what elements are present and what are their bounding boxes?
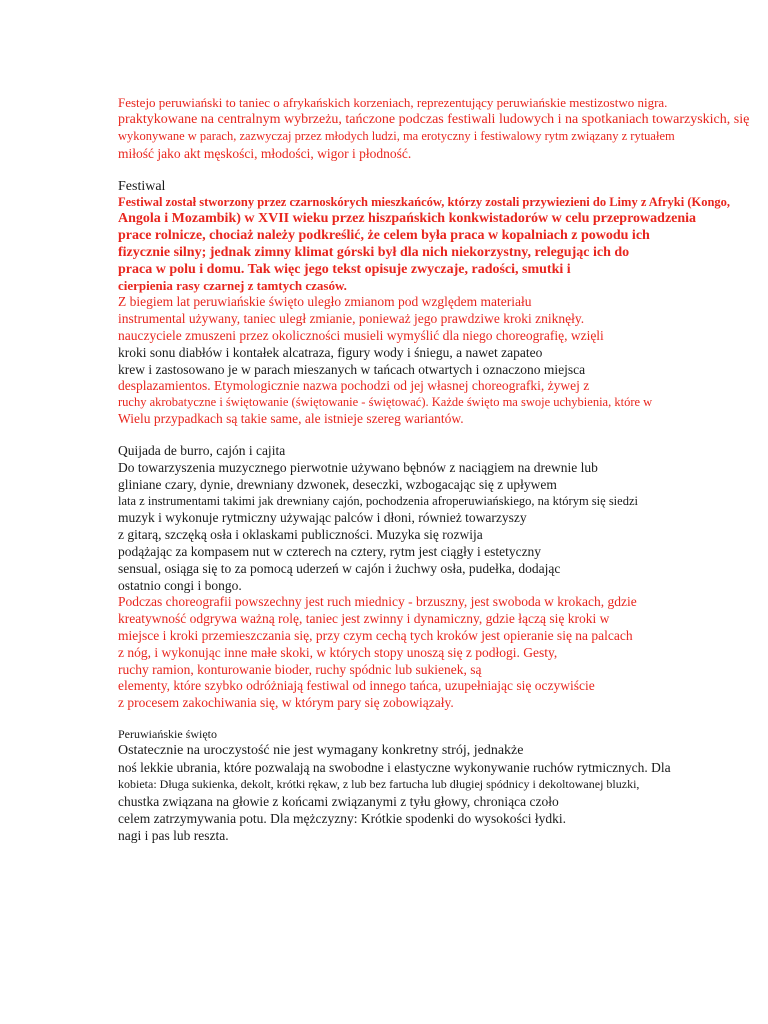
instruments-line: z gitarą, szczęką osła i oklaskami publiczności. Muzyka się rozwija (118, 527, 483, 542)
choreography-line: z procesem zakochiwania się, w którym pary się zobowiązały. (118, 695, 454, 710)
festival-body-line: instrumental używany, taniec uległ zmianie, ponieważ jego prawdziwe kroki zniknęły. (118, 311, 585, 326)
festival-body-line: ruchy akrobatyczne i świętowanie (świętowanie - świętować). Każde święto ma swoje uchybienia, które w (118, 395, 653, 409)
intro-line: miłość jako akt męskości, młodości, wigor i płodność. (118, 146, 412, 161)
choreography-line: z nóg, i wykonując inne małe skoki, w których stopy unoszą się z podłogi. Gesty, (118, 645, 558, 660)
section-heading-attire: Peruwiańskie święto (118, 727, 217, 741)
attire-line: chustka związana na głowie z końcami związanymi z tyłu głowy, chroniąca czoło (118, 794, 559, 809)
festival-body-line: krew i zastosowano je w parach mieszanych w tańcach otwartych i oznaczono miejsca (118, 362, 586, 377)
section-heading-festival: Festiwal (118, 179, 166, 194)
festival-bold-line: fizycznie silny; jednak zimny klimat górski był dla nich niekorzystny, relegując ich do (118, 245, 630, 260)
festival-bold-line: praca w polu i domu. Tak więc jego tekst opisuje zwyczaje, radości, smutki i (118, 262, 571, 277)
festival-bold-line: cierpienia rasy czarnej z tamtych czasów. (118, 278, 347, 293)
instruments-line: gliniane czary, dynie, drewniany dzwonek, deseczki, wzbogacając się z upływem (118, 477, 557, 492)
choreography-line: ruchy ramion, konturowanie bioder, ruchy spódnic lub sukienek, są (118, 662, 482, 677)
choreography-line: Podczas choreografii powszechny jest ruch miednicy - brzuszny, jest swoboda w krokach, gdzie (118, 594, 637, 609)
festival-body-line: Wielu przypadkach są takie same, ale istnieje szereg wariantów. (118, 411, 464, 426)
choreography-line: kreatywność odgrywa ważną rolę, taniec jest zwinny i dynamiczny, gdzie łączą się kroki w (118, 611, 610, 626)
attire-line: celem zatrzymywania potu. Dla mężczyzny: Krótkie spodenki do wysokości łydki. (118, 811, 566, 826)
intro-line: Festejo peruwiański to taniec o afrykańskich korzeniach, reprezentujący peruwiańskie mestizostwo nigra. (118, 95, 668, 110)
intro-line: wykonywane w parach, zazwyczaj przez młodych ludzi, ma erotyczny i festiwalowy rytm związany z rytuałem (118, 129, 675, 143)
attire-line: kobieta: Długa sukienka, dekolt, krótki rękaw, z lub bez fartucha lub długiej spódnicy i dekoltowanej bluzki, (118, 777, 640, 791)
instruments-line: Do towarzyszenia muzycznego pierwotnie używano bębnów z naciągiem na drewnie lub (118, 460, 598, 475)
intro-line: praktykowane na centralnym wybrzeżu, tańczone podczas festiwali ludowych i na spotkaniach towarzyskich, się (118, 112, 750, 127)
attire-line: Ostatecznie na uroczystość nie jest wymagany konkretny strój, jednakże (118, 743, 524, 758)
instruments-line: ostatnio congi i bongo. (118, 578, 242, 593)
instruments-line: sensual, osiąga się to za pomocą uderzeń w cajón i żuchwy osła, pudełka, dodając (118, 561, 561, 576)
instruments-line: podążając za kompasem nut w czterech na cztery, rytm jest ciągły i estetyczny (118, 544, 542, 559)
instruments-line: lata z instrumentami takimi jak drewniany cajón, pochodzenia afroperuwiańskiego, na którym się siedzi (118, 494, 638, 508)
festival-bold-line: Angola i Mozambik) w XVII wieku przez hiszpańskich konkwistadorów w celu przeprowadzenia (118, 211, 697, 226)
attire-line: noś lekkie ubrania, które pozwalają na swobodne i elastyczne wykonywanie ruchów rytmicznych. Dla (118, 760, 671, 775)
attire-line: nagi i pas lub reszta. (118, 828, 229, 843)
section-heading-instruments: Quijada de burro, cajón i cajita (118, 443, 286, 458)
instruments-line: muzyk i wykonuje rytmiczny używając palców i dłoni, również towarzyszy (118, 510, 527, 525)
festival-body-line: kroki sonu diabłów i kontałek alcatraza, figury wody i śniegu, a nawet zapateo (118, 345, 543, 360)
festival-body-line: desplazamientos. Etymologicznie nazwa pochodzi od jej własnej choreografki, żywej z (118, 378, 590, 393)
choreography-line: miejsce i kroki przemieszczania się, przy czym cechą tych kroków jest opieranie się na palcach (118, 628, 633, 643)
festival-bold-line: prace rolnicze, chociaż należy podkreślić, że celem była praca w kopalniach z powodu ich (118, 228, 650, 243)
festival-body-line: nauczyciele zmuszeni przez okoliczności musieli wymyślić dla niego choreografię, wzięli (118, 328, 604, 343)
choreography-line: elementy, które szybko odróżniają festiwal od innego tańca, uzupełniając się oczywiście (118, 678, 595, 693)
festival-body-line: Z biegiem lat peruwiańskie święto uległo zmianom pod względem materiału (118, 294, 532, 309)
festival-bold-line: Festiwal został stworzony przez czarnoskórych mieszkańców, którzy zostali przywiezieni do Limy z Afryki (Kongo, (118, 195, 731, 209)
